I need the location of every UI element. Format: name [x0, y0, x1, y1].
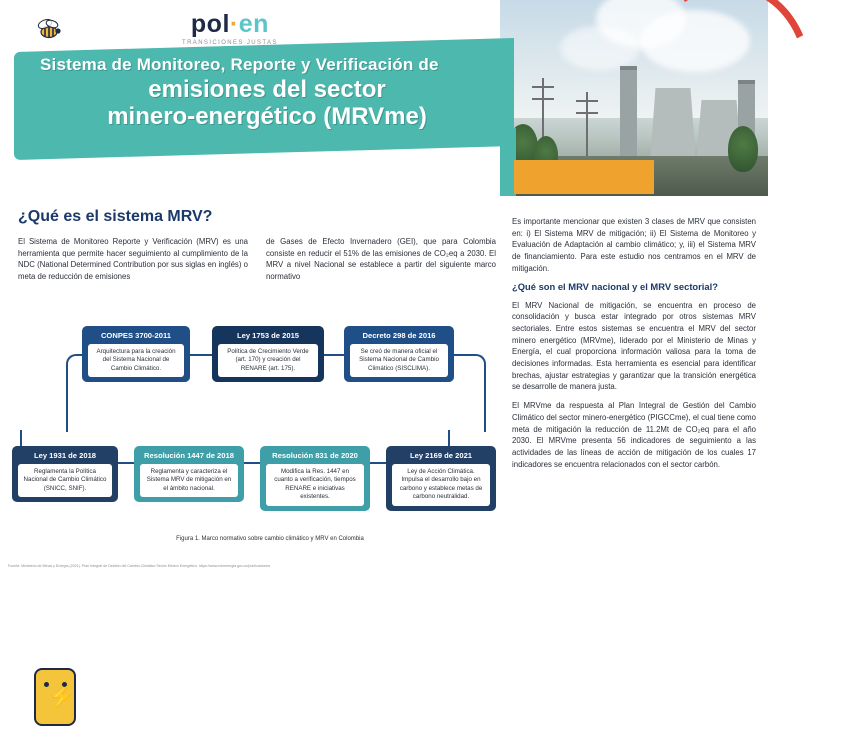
- timeline-card-title: Ley 1931 de 2018: [33, 451, 97, 460]
- timeline-card: [344, 326, 454, 382]
- timeline-card-title: Decreto 298 de 2016: [362, 331, 436, 340]
- title-block: [14, 38, 514, 160]
- lightning-bolt-icon: ⚡: [48, 684, 76, 709]
- timeline-card-title: Resolución 831 de 2020: [272, 451, 358, 460]
- title-line-1: Sistema de Monitoreo, Reporte y Verificación de: [40, 54, 439, 74]
- logo-main-text: pol: [190, 10, 230, 38]
- right-column: [512, 216, 756, 477]
- header-band: [0, 0, 768, 196]
- intro-col-1: El Sistema de Monitoreo Reporte y Verificación (MRV) es una herramienta que permite hacer seguimiento al cumplimiento de la NDC (National Determined Contribution por sus siglas en inglés) o meta de reducción de emisiones: [18, 237, 248, 282]
- logo-tagline: TRANSICIONES JUSTAS: [182, 40, 278, 46]
- intro-text: [18, 236, 496, 283]
- timeline-card: [386, 446, 496, 511]
- timeline-card-body: Modifica la Res. 1447 en cuanto a verificación, tiempos RENARE e iniciativas existentes.: [266, 464, 364, 505]
- timeline-card: [12, 446, 118, 502]
- logo-dot: ·: [229, 10, 239, 38]
- timeline-card-body: Arquitectura para la creación del Sistema Nacional de Cambio Climático.: [88, 344, 184, 377]
- title-line-3: minero-energético (MRVme): [107, 102, 427, 130]
- right-paragraph-2: El MRV Nacional de mitigación, se encuentra en proceso de consolidación y busca estar integrado por otros sistemas MRV sectoriales. Entre estos sistemas se encuentra el MRV del sector minero energético (MRVme), liderado por el Ministerio de Minas y Energía, el cual proporciona información valiosa para la toma de decisiones informadas. Esta herramienta es esencial para identificar brechas, ajustar estrategias y garantizar que la transición energética se desarrolle de manera justa.: [512, 300, 756, 392]
- timeline-card: [134, 446, 244, 502]
- timeline-card: [212, 326, 324, 382]
- power-pylon: [586, 92, 588, 162]
- logo-en-text: en: [238, 10, 269, 38]
- timeline-card-body: Reglamenta la Política Nacional de Cambio Climático (SNICC, SNIF).: [18, 464, 112, 497]
- bee-icon: [32, 18, 62, 46]
- orange-accent-bar: [514, 160, 654, 194]
- intro-col-2: de Gases de Efecto Invernadero (GEI), que para Colombia consiste en reducir el 51% de las emisiones de CO₂eq a 2030. El MRV a nivel Nacional se establece a partir del siguiente marco normativo: [266, 237, 496, 282]
- timeline-card-title: Ley 2169 de 2021: [409, 451, 473, 460]
- source-footnote: Fuente: Ministerio de Minas y Energía (2021). Plan Integral de Gestión del Cambio Climático Sector Minero Energético. https://www.minenergia.gov.co/publicaciones: [8, 564, 271, 568]
- right-paragraph-1: Es importante mencionar que existen 3 clases de MRV que consisten en: i) El Sistema MRV de mitigación; ii) El Sistema de Monitoreo y Evaluación de Adaptación al cambio climático; y, iii) el Sistema MRV de financiamiento. Para este estudio nos centramos en el MRV de mitigación.: [512, 217, 756, 273]
- timeline-card-body: Se creó de manera oficial el Sistema Nacional de Cambio Climático (SISCLIMA).: [350, 344, 448, 377]
- timeline-card-body: Política de Crecimiento Verde (art. 170) y creación del RENARE (art. 175).: [218, 344, 318, 377]
- timeline-card-title: CONPES 3700-2011: [100, 331, 172, 340]
- brand-logo: [182, 10, 278, 46]
- timeline-card-title: Resolución 1447 de 2018: [144, 451, 234, 460]
- title-line-2: emisiones del sector: [148, 75, 386, 103]
- timeline-card-body: Reglamenta y caracteriza el Sistema MRV de mitigación en el ámbito nacional.: [140, 464, 238, 497]
- timeline-card-title: Ley 1753 de 2015: [236, 331, 300, 340]
- logo-wordmark: [182, 10, 278, 39]
- timeline-card: [260, 446, 370, 511]
- timeline-card-body: Ley de Acción Climática. Impulsa el desarrollo bajo en carbono y establece metas de carbono neutralidad.: [392, 464, 490, 505]
- mascot-illustration: [22, 654, 92, 744]
- right-paragraph-3: El MRVme da respuesta al Plan Integral de Gestión del Cambio Climático del sector minero-energético (PIGCCme), el cual tiene como meta de mitigación la reducción de 11.2Mt de CO₂eq para el año 2030. El MRVme presenta 56 indicadores de seguimiento a las actividades de las líneas de acción de mitigación de los cuales 17 indicadores se encuentra relacionados con el sector carbón.: [512, 401, 756, 469]
- timeline-card: [82, 326, 190, 382]
- figure-caption: Figura 1. Marco normativo sobre cambio climático y MRV en Colombia: [176, 536, 364, 542]
- right-heading: ¿Qué son el MRV nacional y el MRV sectorial?: [512, 281, 718, 293]
- section-heading-mrv: ¿Qué es el sistema MRV?: [18, 208, 213, 225]
